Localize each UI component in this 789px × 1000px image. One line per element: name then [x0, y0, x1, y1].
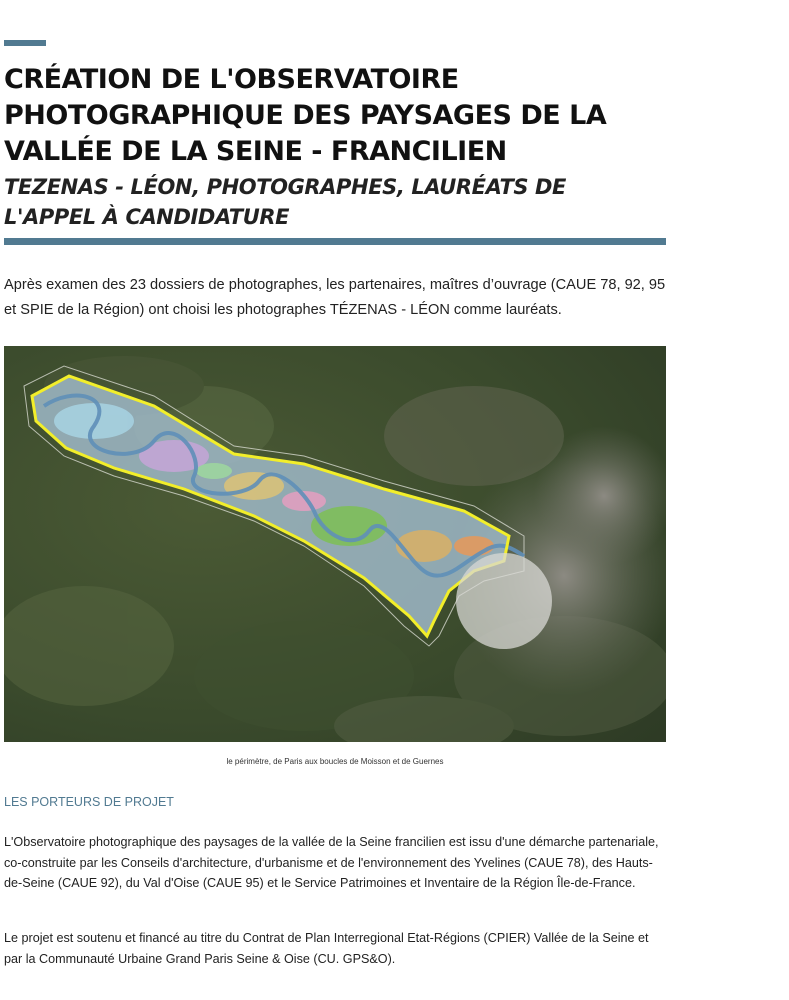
title-accent-bar [4, 40, 46, 46]
page-title: CRÉATION DE L'OBSERVATOIRE PHOTOGRAPHIQUE DES PAYSAGES DE LA VALLÉE DE LA SEINE - FRANCILIEN [4, 64, 607, 167]
map-caption: le périmètre, de Paris aux boucles de Moisson et de Guernes [226, 757, 444, 766]
section-heading: LES PORTEURS DE PROJET [4, 795, 174, 809]
porteurs-paragraph-2: Le projet est soutenu et financé au titre du Contrat de Plan Interregional Etat-Régions (CPIER) Vallée de la Seine et par la Communauté Urbaine Grand Paris Seine & Oise (CU. GPS&O). [4, 931, 649, 966]
intro-paragraph: Après examen des 23 dossiers de photographes, les partenaires, maîtres d’ouvrage (CAUE 78, 92, 95 et SPIE de la Région) ont choisi les photographes TÉZENAS - LÉON comme lauréats. [4, 277, 666, 318]
perimeter-map-image [4, 346, 666, 742]
page-subtitle: TEZENAS - LÉON, PHOTOGRAPHES, LAURÉATS DE L'APPEL À CANDIDATURE [4, 175, 566, 229]
title-divider [4, 238, 666, 245]
porteurs-paragraph-1: L'Observatoire photographique des paysages de la vallée de la Seine francilien est issu d'une démarche partenariale, co-construite par les Conseils d'architecture, d'urbanisme et de l'environnement des Yvelines (CAUE 78), des Hauts-de-Seine (CAUE 92), du Val d'Oise (CAUE 95) et le Service Patrimoines et Inventaire de la Région Île-de-France. [4, 835, 659, 890]
